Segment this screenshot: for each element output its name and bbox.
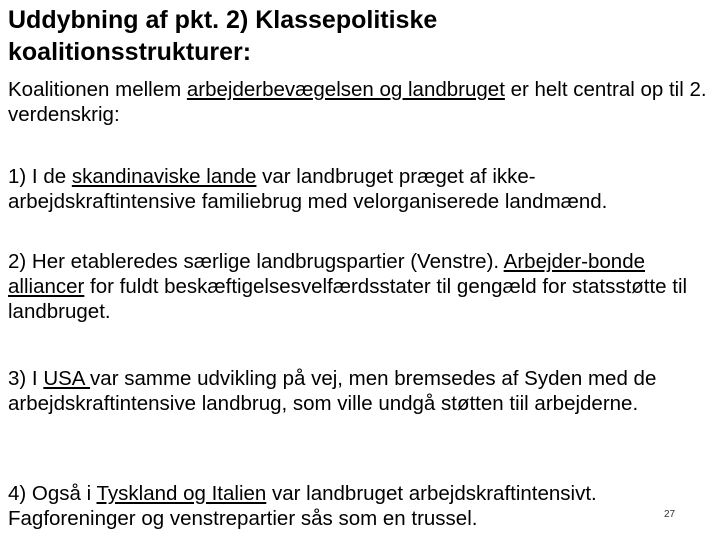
underlined-term: Arbejder-bonde alliancer xyxy=(8,250,645,298)
underlined-term: Tyskland og Italien xyxy=(96,482,267,505)
paragraph-point-4 xyxy=(8,481,716,531)
paragraph-text: var landbruget arbejdskraftintensivt. Fagforeninger og venstrepartier sås som en trussel. xyxy=(8,482,597,530)
paragraph-intro xyxy=(8,77,716,127)
paragraph-text: for fuldt beskæftigelsesvelfærdsstater til gengæld for statsstøtte til landbruget. xyxy=(8,275,688,323)
underlined-term: USA xyxy=(43,367,91,390)
paragraph-point-1 xyxy=(8,164,716,214)
slide-title xyxy=(8,4,708,68)
slide-number: 27 xyxy=(664,509,676,520)
paragraph-text: var samme udvikling på vej, men bremsedes af Syden med de arbejdskraftintensive landbrug, som ville undgå støtten tiil arbejderne. xyxy=(8,367,657,415)
slide-title-line-2: koalitionsstrukturer: xyxy=(8,38,252,66)
paragraph-text: var landbruget præget af ikke-arbejdskraftintensive familiebrug med velorganiserede landmænd. xyxy=(8,165,608,213)
paragraph-point-3 xyxy=(8,366,716,416)
paragraph-text: 1) I de xyxy=(8,165,72,188)
paragraph-text: 2) Her etableredes særlige landbrugspartier (Venstre). xyxy=(8,250,504,273)
paragraph-text: 3) I xyxy=(8,367,44,390)
paragraph-text: er helt central op til 2. verdenskrig: xyxy=(8,78,707,126)
paragraph-point-2 xyxy=(8,249,716,324)
underlined-term: arbejderbevægelsen og landbruget xyxy=(186,78,505,101)
paragraph-text: 4) Også i xyxy=(8,482,97,505)
slide-title-line-1: Uddybning af pkt. 2) Klassepolitiske xyxy=(8,6,438,34)
underlined-term: skandinaviske lande xyxy=(71,165,257,188)
paragraph-text: Koalitionen mellem xyxy=(8,78,187,101)
